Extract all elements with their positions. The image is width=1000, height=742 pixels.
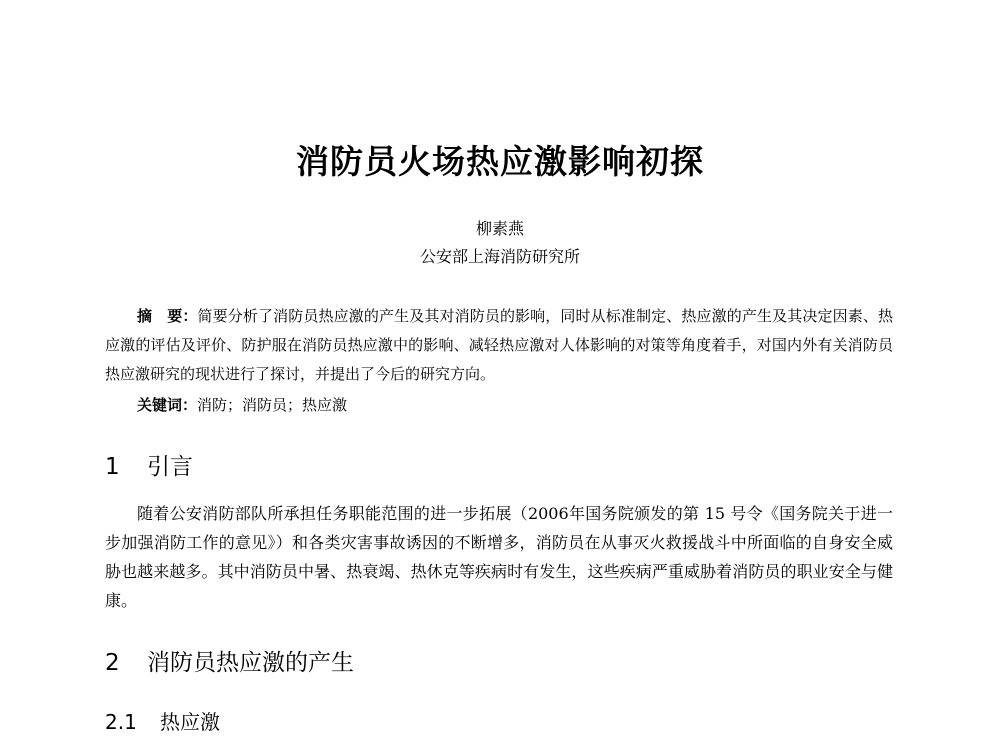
section-number: 2 xyxy=(105,650,120,676)
subsection-title: 热应激 xyxy=(160,710,220,734)
keywords-text: 消防；消防员；热应激 xyxy=(197,396,348,414)
author-name: 柳素燕 xyxy=(475,219,524,238)
section-heading-1 xyxy=(105,452,193,482)
subsection-number: 2.1 xyxy=(105,710,137,734)
section-title: 消防员热应激的产生 xyxy=(147,650,354,676)
abstract xyxy=(105,302,893,389)
abstract-label: 摘 要： xyxy=(137,307,198,325)
section-title: 引言 xyxy=(147,454,193,480)
section-number: 1 xyxy=(105,454,120,480)
keywords-label: 关键词： xyxy=(137,396,198,414)
section-heading-2 xyxy=(105,648,354,678)
author-affiliation: 公安部上海消防研究所 xyxy=(419,247,580,266)
keywords xyxy=(137,394,897,416)
section-body-1: 随着公安消防部队所承担任务职能范围的进一步拓展（2006年国务院颁发的第 15 号令《国务院关于进一步加强消防工作的意见》）和各类灾害事故诱因的不断增多，消防员在从事灭火救援战斗中所面临的自身安全威胁也越来越多。其中消防员中暑、热衰竭、热休克等疾病时有发生，这些疾病严重威胁着消防员的职业安全与健康。 xyxy=(105,504,893,610)
subsection-heading-2-1 xyxy=(105,708,220,736)
abstract-text: 简要分析了消防员热应激的产生及其对消防员的影响，同时从标准制定、热应激的产生及其决定因素、热应激的评估及评价、防护服在消防员热应激中的影响、减轻热应激对人体影响的对策等角度着手，对国内外有关消防员热应激研究的现状进行了探讨，并提出了今后的研究方向。 xyxy=(105,307,893,383)
paper-title: 消防员火场热应激影响初探 xyxy=(296,142,704,181)
